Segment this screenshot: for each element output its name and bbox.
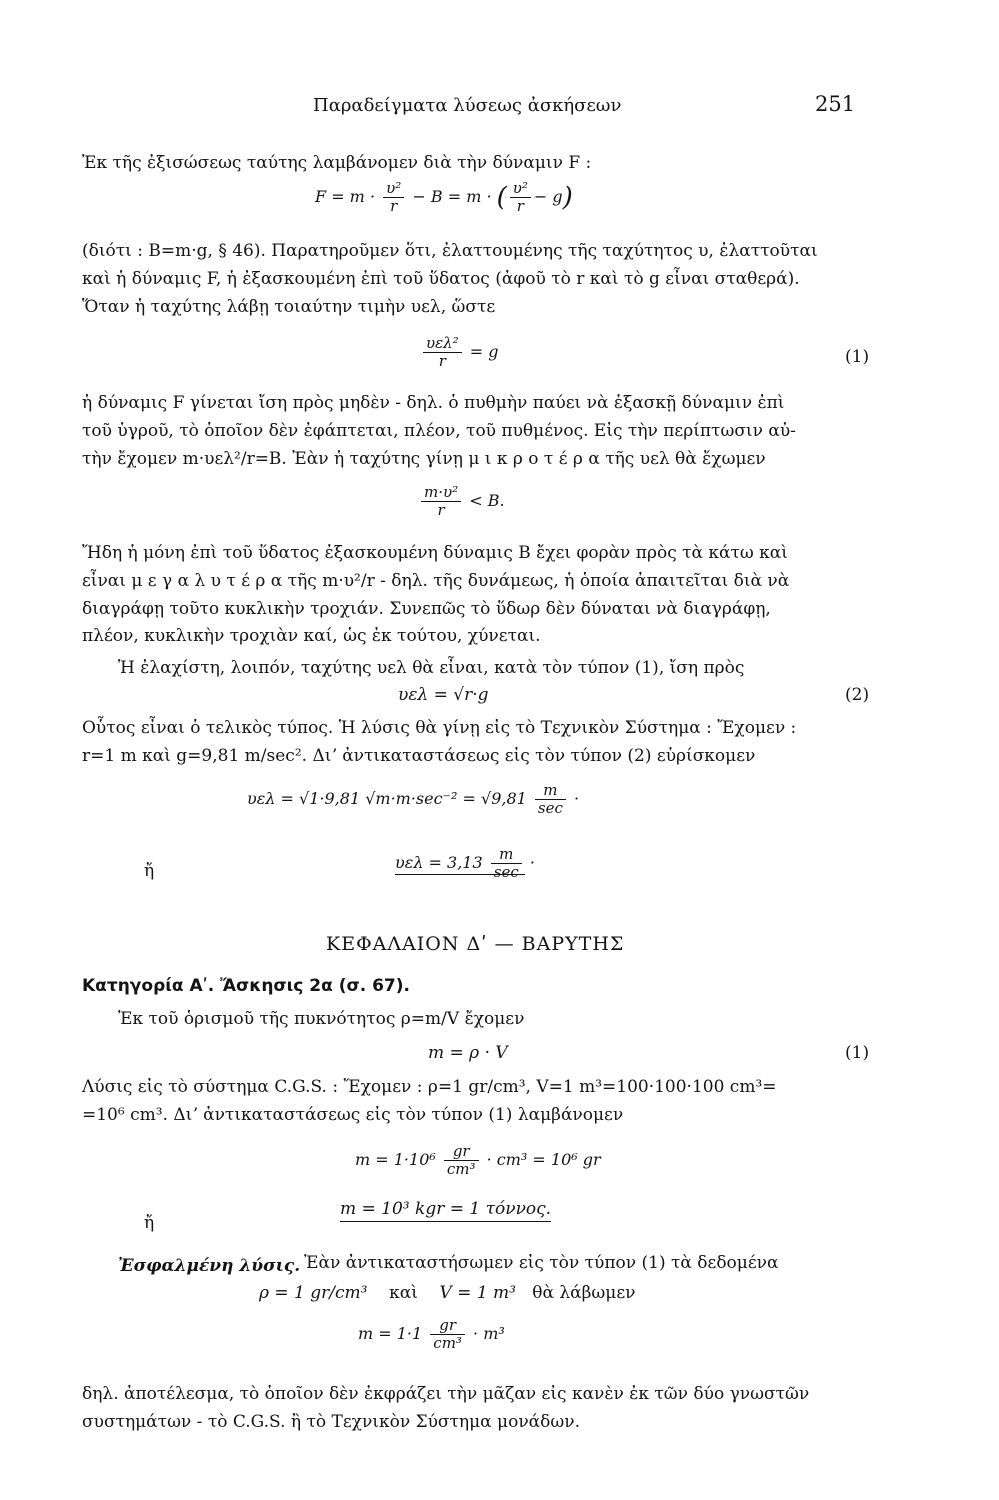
- body-line: καὶ ἡ δύναμις F, ἡ ἐξασκουμένη ἐπὶ τοῦ ὕδατος (ἀφοῦ τὸ r καὶ τὸ g εἶναι σταθερά).: [82, 269, 800, 289]
- body-line: Ὅταν ἡ ταχύτης λάβῃ τοιαύτην τιμὴν υελ, ὥστε: [82, 297, 496, 317]
- body-line: δηλ. ἀποτέλεσμα, τὸ ὁποῖον δὲν ἐκφράζει τὴν μᾶζαν εἰς κανὲν ἐκ τῶν δύο γνωστῶν: [82, 1384, 810, 1404]
- body-line: τοῦ ὑγροῦ, τὸ ὁποῖον δὲν ἐφάπτεται, πλέον, τοῦ πυθμένος. Εἰς τὴν περίπτωσιν αὐ-: [82, 421, 796, 441]
- body-line: r=1 m καὶ g=9,81 m/sec². Διʼ ἀντικαταστάσεως εἰς τὸν τύπον (2) εὑρίσκομεν: [82, 746, 756, 766]
- body-line: =10⁶ cm³. Διʼ ἀντικαταστάσεως εἰς τὸν τύπον (1) λαμβάνομεν: [82, 1105, 624, 1125]
- body-line: Ἡ ἐλαχίστη, λοιπόν, ταχύτης υελ θὰ εἶναι, κατὰ τὸν τύπον (1), ἴση πρὸς: [118, 658, 745, 678]
- wrong-data-line: ρ = 1 gr/cm³ καὶ V = 1 m³ θὰ λάβωμεν: [259, 1283, 636, 1303]
- body-line: ἤ: [144, 1213, 155, 1233]
- equation-velocity-numeric: υελ = √1·9,81 √m·m·sec⁻² = √9,81 $\frac{m}{\sec}$ ·: [247, 781, 580, 817]
- body-line: Ἤδη ἡ μόνη ἐπὶ τοῦ ὕδατος ἐξασκουμένη δύναμις B ἔχει φορὰν πρὸς τὰ κάτω καὶ: [82, 543, 788, 563]
- body-line: εἶναι μ ε γ α λ υ τ έ ρ α τῆς m·υ²/r - δηλ. τῆς δυνάμεως, ἡ ὁποία ἀπαιτεῖται διὰ νὰ: [82, 571, 790, 591]
- equation-mass-result: m = 10³ kgr = 1 τόννος.: [340, 1198, 551, 1220]
- equation-label: (2): [845, 685, 870, 705]
- body-line: Λύσις εἰς τὸ σύστημα C.G.S. : Ἔχομεν : ρ=1 gr/cm³, V=1 m³=100·100·100 cm³=: [82, 1077, 777, 1097]
- chapter-heading: ΚΕΦΑΛΑΙΟΝ Δʹ — ΒΑΡΥΤΗΣ: [326, 933, 625, 955]
- equation-force: F = m · $\frac{\text{υ²}}{r}$ − B = m · ( $\frac{\text{υ²}}{r}$ − g): [315, 179, 573, 215]
- body-line: Ἐκ τοῦ ὁρισμοῦ τῆς πυκνότητος ρ=m/V ἔχομεν: [118, 1009, 525, 1029]
- body-line: Οὗτος εἶναι ὁ τελικὸς τύπος. Ἡ λύσις θὰ γίνῃ εἰς τὸ Τεχνικὸν Σύστημα : Ἔχομεν :: [82, 718, 797, 738]
- equation-velocity-result: υελ = 3,13 $\frac{m}{\sec}$ ·: [395, 845, 535, 881]
- body-line: (διότι : B=m·g, § 46). Παρατηροῦμεν ὅτι, ἐλαττουμένης τῆς ταχύτητος υ, ἐλαττοῦται: [82, 241, 818, 261]
- body-line: Ἐὰν ἀντικαταστήσωμεν εἰς τὸν τύπον (1) τὰ δεδομένα: [304, 1253, 779, 1273]
- equation-label: (1): [845, 1043, 870, 1063]
- equation-mass-cgs: m = 1·10⁶ $\frac{gr}{\text{cm³}}$ · cm³ = 10⁶ gr: [355, 1142, 601, 1178]
- inequality: $\frac{\text{m·υ²}}{r}$ < B.: [418, 484, 505, 519]
- body-line: ἡ δύναμις F γίνεται ἴση πρὸς μηδὲν - δηλ. ὁ πυθμὴν παύει νὰ ἐξασκῇ δύναμιν ἐπὶ: [82, 393, 785, 413]
- equation-wrong-mass: m = 1·1 $\frac{gr}{\text{cm³}}$ · m³: [358, 1316, 505, 1352]
- body-line: διαγράφῃ τοῦτο κυκλικὴν τροχιάν. Συνεπῶς τὸ ὕδωρ δὲν δύναται νὰ διαγράφῃ,: [82, 599, 771, 619]
- body-line: τὴν ἔχομεν m·υελ²/r=B. Ἐὰν ἡ ταχύτης γίνῃ μ ι κ ρ ο τ έ ρ α τῆς υελ θὰ ἔχωμεν: [82, 449, 766, 469]
- body-line: πλέον, κυκλικὴν τροχιὰν καί, ὡς ἐκ τούτου, χύνεται.: [82, 626, 541, 646]
- body-line: συστημάτων - τὸ C.G.S. ἢ τὸ Τεχνικὸν Σύστημα μονάδων.: [82, 1412, 580, 1432]
- body-line: ἤ: [144, 861, 155, 881]
- equation-label: (1): [845, 347, 870, 367]
- body-line: Ἐκ τῆς ἐξισώσεως ταύτης λαμβάνομεν διὰ τὴν δύναμιν F :: [82, 153, 592, 173]
- page-number: 251: [815, 92, 856, 116]
- category-heading: Κατηγορία Αʹ. Ἄσκησις 2α (σ. 67).: [82, 976, 410, 996]
- equation-1: $\frac{\text{υελ²}}{r}$ = g: [420, 335, 499, 370]
- wrong-solution-label: Ἐσφαλμένη λύσις.: [118, 1256, 301, 1276]
- equation-2: υελ = √r·g: [398, 685, 489, 705]
- running-header: Παραδείγματα λύσεως ἀσκήσεων: [313, 95, 622, 116]
- equation-density: m = ρ · V: [428, 1043, 508, 1063]
